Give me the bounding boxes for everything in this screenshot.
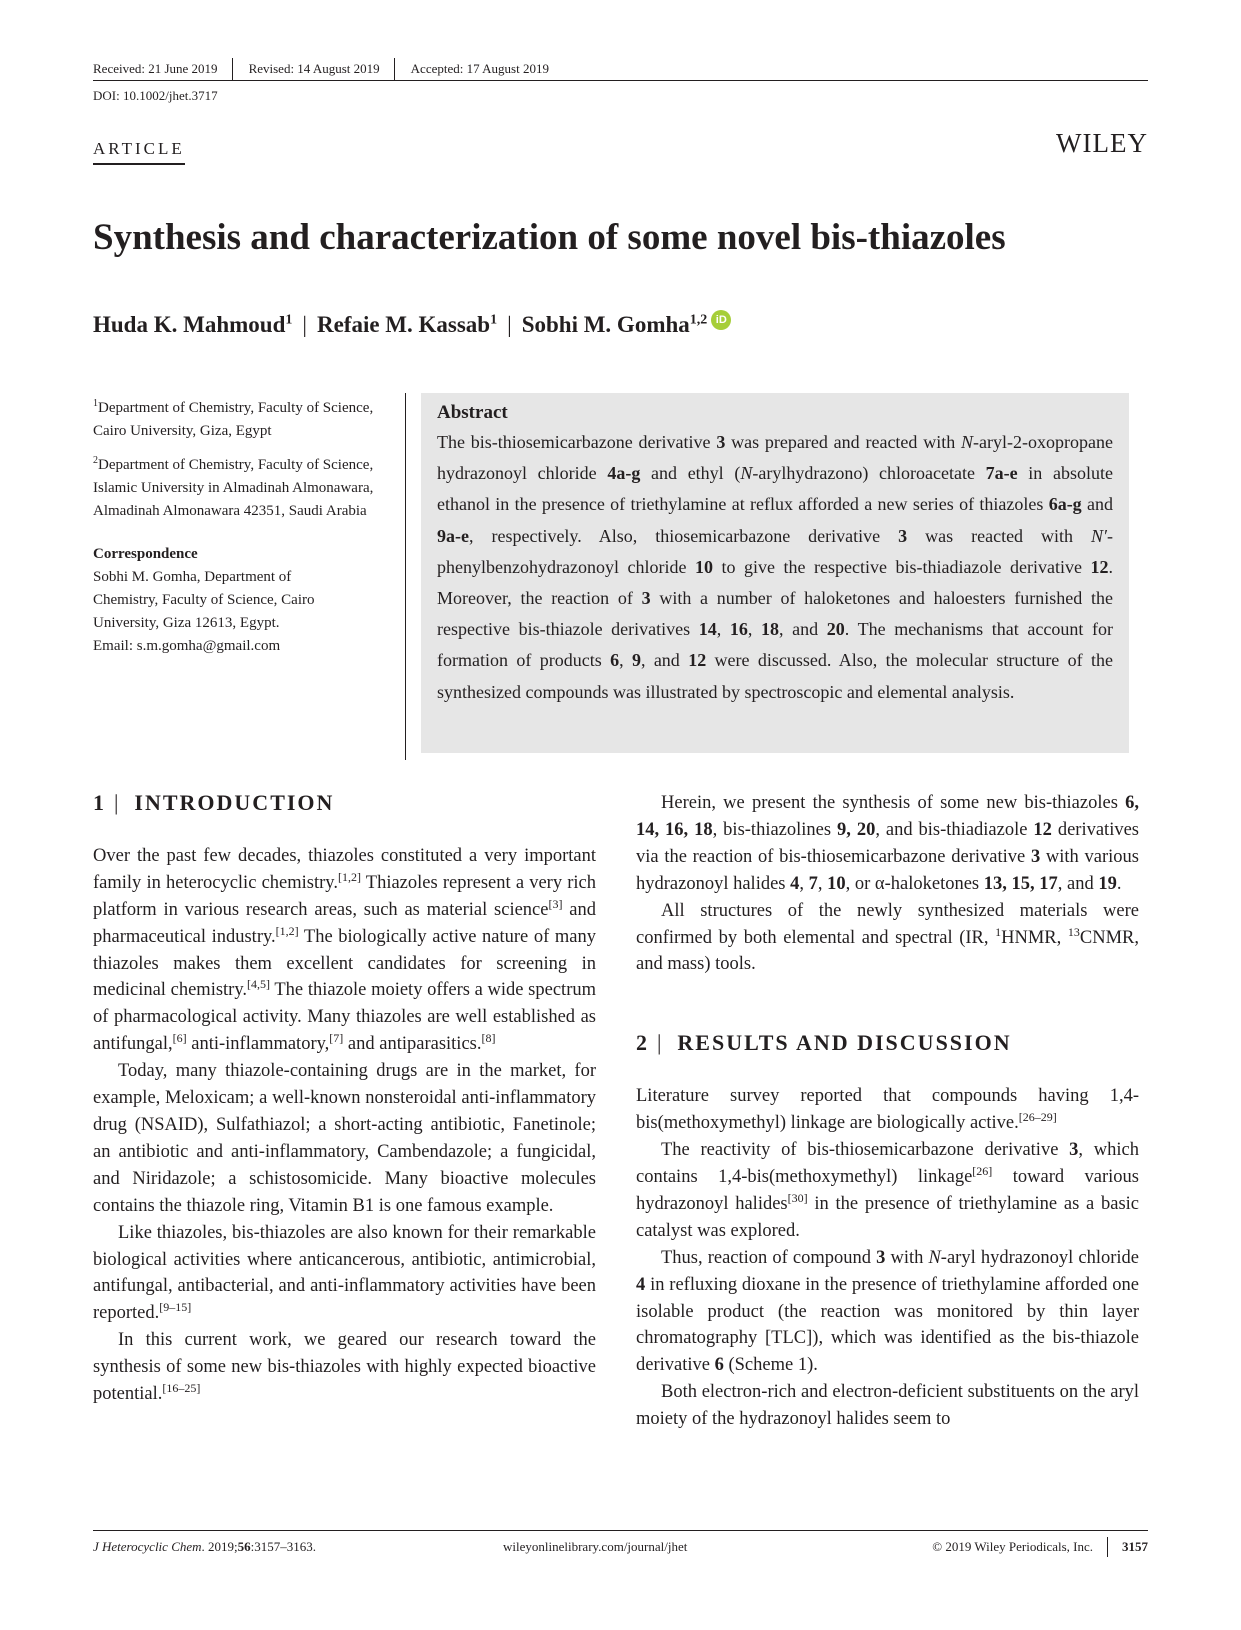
- revised-date: Revised: 14 August 2019: [248, 61, 380, 76]
- citation[interactable]: [26]: [972, 1163, 993, 1178]
- header-rule: [93, 80, 1148, 81]
- orcid-icon[interactable]: iD: [711, 310, 731, 330]
- divider: [394, 58, 395, 80]
- citation[interactable]: [30]: [787, 1190, 808, 1205]
- citation[interactable]: [26–29]: [1018, 1110, 1057, 1124]
- citation[interactable]: [8]: [481, 1031, 496, 1046]
- citation[interactable]: [3]: [548, 896, 563, 911]
- page-number: 3157: [1122, 1539, 1148, 1554]
- paragraph: Herein, we present the synthesis of some new bis-thiazoles 6, 14, 16, 18, bis-thiazolines 9, 20, and bis-thiadiazole 12 derivatives via the reaction of bis-thiosemicarbazone derivative 3 with various hydrazonoyl halides 4, 7, 10, or α-haloketones 13, 15, 17, and 19.: [636, 793, 1139, 894]
- paragraph: Literature survey reported that compounds having 1,4-bis(methoxymethyl) linkage are biologically active.[26–29]: [636, 1086, 1139, 1134]
- author-list: [93, 312, 731, 338]
- paragraph: In this current work, we geared our research toward the synthesis of some new bis-thiazoles with highly expected bioactive potential.[16–25]: [93, 1330, 596, 1405]
- submission-dates: [93, 57, 1148, 81]
- abstract-text: The bis-thiosemicarbazone derivative 3 was prepared and reacted with N-aryl-2-oxopropane hydrazonoyl chloride 4a-g and ethyl (N-arylhydrazono) chloroacetate 7a-e in absolute ethanol in the presence of triethylamine at reflux afforded a new series of thiazoles 6a-g and 9a-e, respectively. Also, thiosemicarbazone derivative 3 was reacted with N′-phenylbenzohydrazonoyl chloride 10 to give the respective bis-thiadiazole derivative 12. Moreover, the reaction of 3 with a number of haloketones and haloesters furnished the respective bis-thiazole derivatives 14, 16, 18, and 20. The mechanisms that account for formation of products 6, 9, and 12 were discussed. Also, the molecular structure of the synthesized compounds was illustrated by spectroscopic and elemental analysis.: [437, 432, 1114, 702]
- citation[interactable]: [1,2]: [275, 923, 299, 938]
- correspondence-heading: Correspondence: [93, 546, 198, 562]
- divider: [232, 58, 233, 80]
- accepted-date: Accepted: 17 August 2019: [410, 61, 549, 76]
- section-heading-introduction: 1 | INTRODUCTION: [93, 790, 335, 815]
- author-name[interactable]: Huda K. Mahmoud$^1$: [93, 312, 293, 337]
- divider: [1107, 1537, 1108, 1557]
- right-column: [636, 790, 1139, 1433]
- doi[interactable]: DOI: 10.1002/jhet.3717: [93, 88, 218, 103]
- citation[interactable]: [16–25]: [162, 1380, 201, 1395]
- received-date: Received: 21 June 2019: [93, 61, 218, 76]
- paragraph: All structures of the newly synthesized materials were confirmed by both elemental and spectral (IR, $^1$HNMR, $^{13}$CNMR, and mass) tools.: [636, 900, 1139, 975]
- footer-rule: [93, 1530, 1148, 1531]
- correspondence-details: Sobhi M. Gomha, Department of Chemistry, Faculty of Science, Cairo University, Giza 12613, Egypt. Email: s.m.gomha@gmail.com: [93, 566, 393, 658]
- paragraph: The reactivity of bis-thiosemicarbazone derivative 3, which contains 1,4-bis(methoxymethyl) linkage[26] toward various hydrazonoyl halides[30] in the presence of triethylamine as a basic catalyst was explored.: [636, 1140, 1139, 1241]
- affiliation-2: $^2$Department of Chemistry, Faculty of Science, Islamic University in Almadinah Almonawara, Almadinah Almonawara 42351, Saudi Arabia: [93, 455, 374, 519]
- paragraph: Over the past few decades, thiazoles constituted a very important family in heterocyclic chemistry.[1,2] Thiazoles represent a very rich platform in various research areas, such as material science[3] and pharmaceutical industry.[1,2] The biologically active nature of many thiazoles makes them excellent candidates for screening in medicinal chemistry.[4,5] The thiazole moiety offers a wide spectrum of pharmacological activity. Many thiazoles are well established as antifungal,[6] anti-inflammatory,[7] and antiparasitics.[8]: [93, 845, 597, 1055]
- citation[interactable]: [4,5]: [247, 977, 271, 992]
- section-heading-results: 2 | RESULTS AND DISCUSSION: [636, 1030, 1012, 1056]
- affiliations: [93, 392, 393, 658]
- page-footer: [93, 1537, 1148, 1557]
- paragraph: Like thiazoles, bis-thiazoles are also known for their remarkable biological activities where anticancerous, antibiotic, antimicrobial, antifungal, antibacterial, and anti-inflammatory activities have been reported.[9–15]: [93, 1222, 596, 1324]
- author-separator: |: [302, 312, 307, 337]
- journal-url[interactable]: wileyonlinelibrary.com/journal/jhet: [503, 1539, 688, 1554]
- author-separator: |: [507, 312, 512, 337]
- abstract-heading: Abstract: [437, 402, 508, 423]
- paragraph: Today, many thiazole-containing drugs are in the market, for example, Meloxicam; a well-known nonsteroidal anti-inflammatory drug (NSAID), Sulfathiazol; a short-acting antibiotic, Fanetinole; an antibiotic and anti-inflammatory, Cambendazole; a fungicidal, and Niridazole; a schistosomicide. Many bioactive molecules contains the thiazole ring, Vitamin B1 is one famous example.: [93, 1061, 596, 1216]
- citation[interactable]: [9–15]: [159, 1300, 192, 1315]
- citation[interactable]: [6]: [172, 1031, 187, 1046]
- author-name[interactable]: Sobhi M. Gomha$^{1,2}$: [521, 312, 708, 337]
- paper-title: Synthesis and characterization of some novel bis-thiazoles: [93, 217, 1006, 258]
- paragraph: Both electron-rich and electron-deficient substituents on the aryl moiety of the hydrazonoyl halides seem to: [636, 1382, 1139, 1430]
- correspondence-email[interactable]: Email: s.m.gomha@gmail.com: [93, 638, 281, 654]
- copyright: © 2019 Wiley Periodicals, Inc.: [932, 1539, 1093, 1554]
- left-column: [93, 790, 596, 1408]
- abstract-box: [421, 393, 1129, 753]
- affiliation-1: $^1$Department of Chemistry, Faculty of Science, Cairo University, Giza, Egypt: [93, 398, 374, 439]
- publisher-logo: WILEY: [1056, 128, 1148, 158]
- column-divider: [405, 393, 406, 760]
- paragraph: Thus, reaction of compound 3 with N-aryl hydrazonoyl chloride 4 in refluxing dioxane in the presence of triethylamine afforded one isolable product (the reaction was monitored by thin layer chromatography [TLC]), which was identified as the bis-thiazole derivative 6 (Scheme 1).: [636, 1247, 1140, 1376]
- article-type-label: ARTICLE: [93, 139, 185, 165]
- citation[interactable]: [7]: [329, 1031, 344, 1046]
- citation[interactable]: [1,2]: [337, 869, 361, 884]
- author-name[interactable]: Refaie M. Kassab$^1$: [316, 312, 498, 337]
- journal-citation: J Heterocyclic Chem. 2019;56:3157–3163.: [93, 1539, 317, 1554]
